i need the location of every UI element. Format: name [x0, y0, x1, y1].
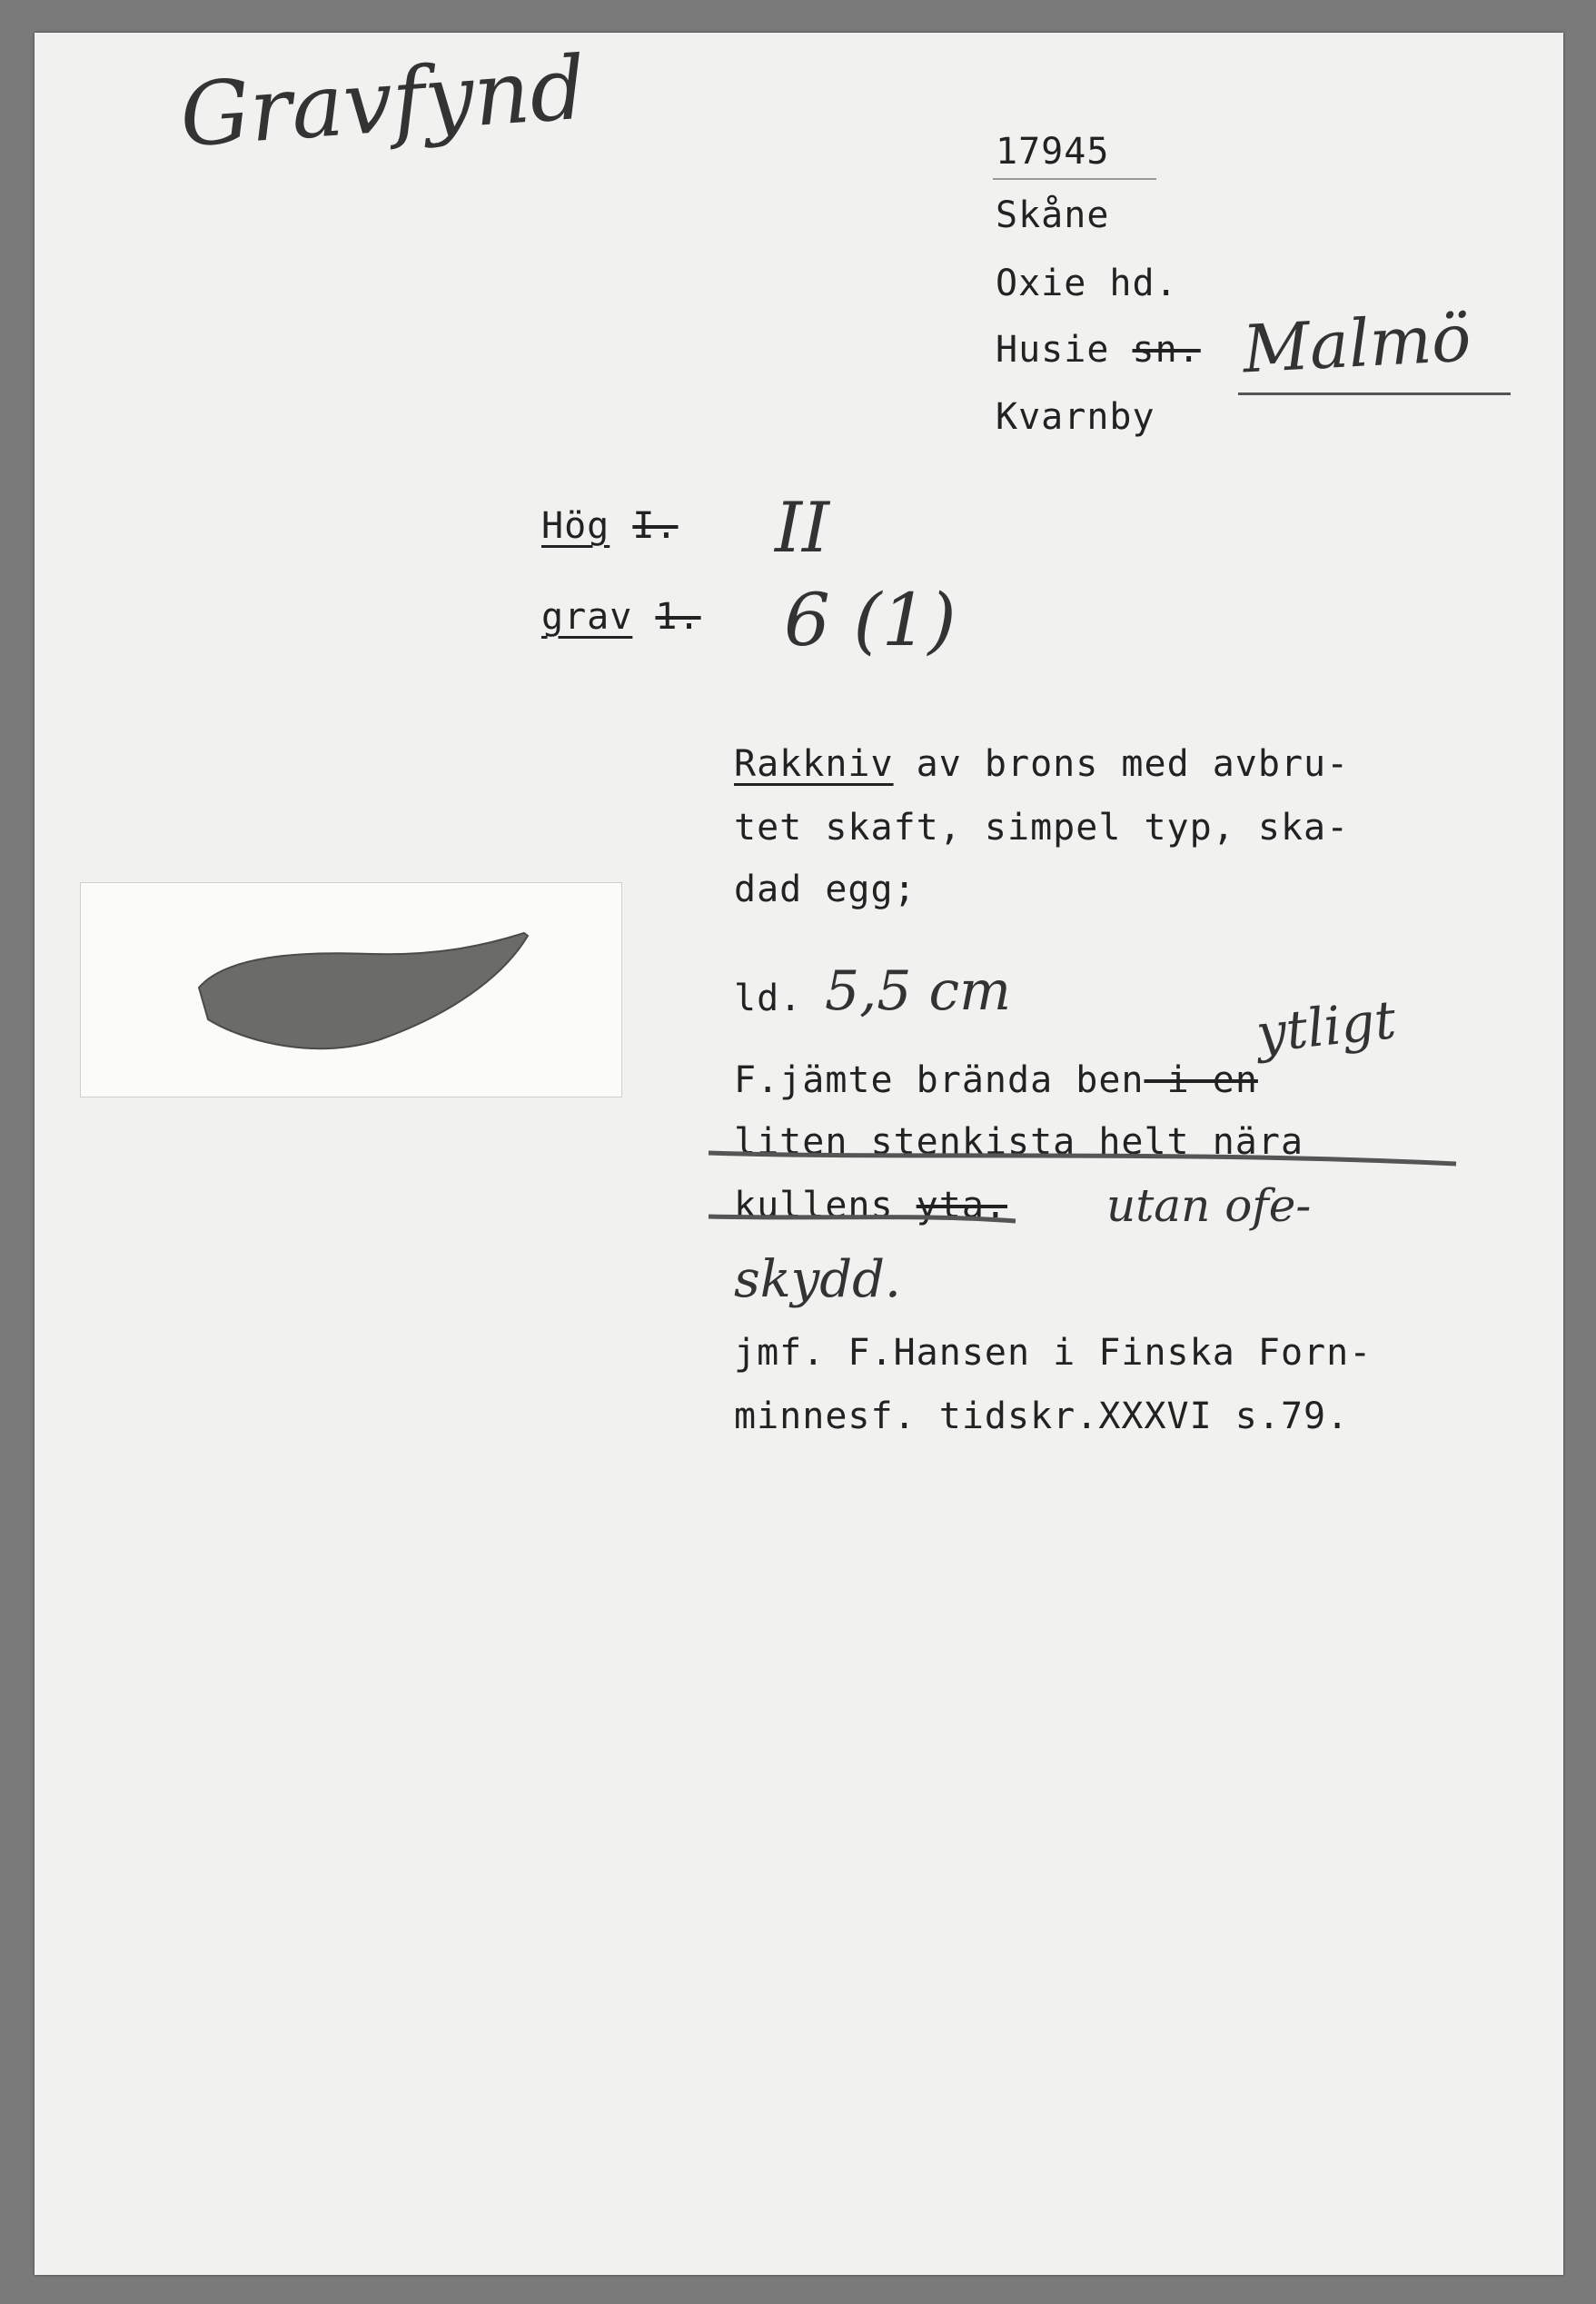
village: Kvarnby [996, 396, 1155, 438]
parish: Husie [996, 329, 1110, 371]
object-word: Rakkniv [734, 743, 894, 785]
find-line-3-a: kullens [734, 1185, 917, 1226]
find-line-2: liten stenkista helt nära [734, 1121, 1304, 1163]
desc-line-2: tet skaft, simpel typ, ska- [734, 807, 1350, 849]
length-label: ld. [734, 978, 803, 1019]
handwritten-note: utan ofe- [1106, 1179, 1312, 1232]
handwritten-length: 5,5 cm [825, 959, 1011, 1023]
province: Skåne [996, 194, 1110, 236]
hog-struck: I. [632, 505, 679, 547]
desc-line-3: dad egg; [734, 869, 917, 910]
handwritten-grav: 6 (1) [784, 578, 957, 662]
object-photo [80, 882, 622, 1097]
reference-line-2: minnesf. tidskr.XXXVI s.79. [734, 1395, 1350, 1437]
handwritten-note-2: skydd. [734, 1250, 901, 1309]
desc-line-1 [734, 743, 1349, 785]
grav-line [541, 596, 701, 638]
handwritten-ytligt: ytligt [1253, 988, 1399, 1065]
catalog-number-rule [993, 178, 1156, 180]
find-line-1 [734, 1059, 1258, 1101]
grav-struck: 1. [655, 596, 701, 638]
handwritten-category: Gravfynd [176, 36, 590, 167]
razor-knife-image [81, 883, 621, 1097]
find-line-1-a: F.jämte brända ben [734, 1059, 1145, 1101]
catalog-card [35, 33, 1563, 2275]
hundred: Oxie hd. [996, 263, 1178, 304]
grav-label: grav [541, 596, 633, 638]
reference-line-1: jmf. F.Hansen i Finska Forn- [734, 1332, 1373, 1374]
place-underline [1238, 392, 1511, 395]
find-line-1-struck: i en [1144, 1059, 1258, 1101]
handwritten-place: Malmö [1240, 299, 1473, 388]
hog-label: Hög [541, 505, 610, 547]
hog-line [541, 505, 679, 547]
parish-struck: sn. [1132, 329, 1201, 371]
catalog-number: 17945 [996, 131, 1110, 173]
parish-line [996, 329, 1201, 371]
handwritten-hog: II [775, 487, 830, 568]
find-line-3 [734, 1185, 1007, 1226]
desc-line-1-rest: av brons med avbru- [893, 743, 1350, 785]
find-line-3-struck: yta. [916, 1185, 1007, 1226]
